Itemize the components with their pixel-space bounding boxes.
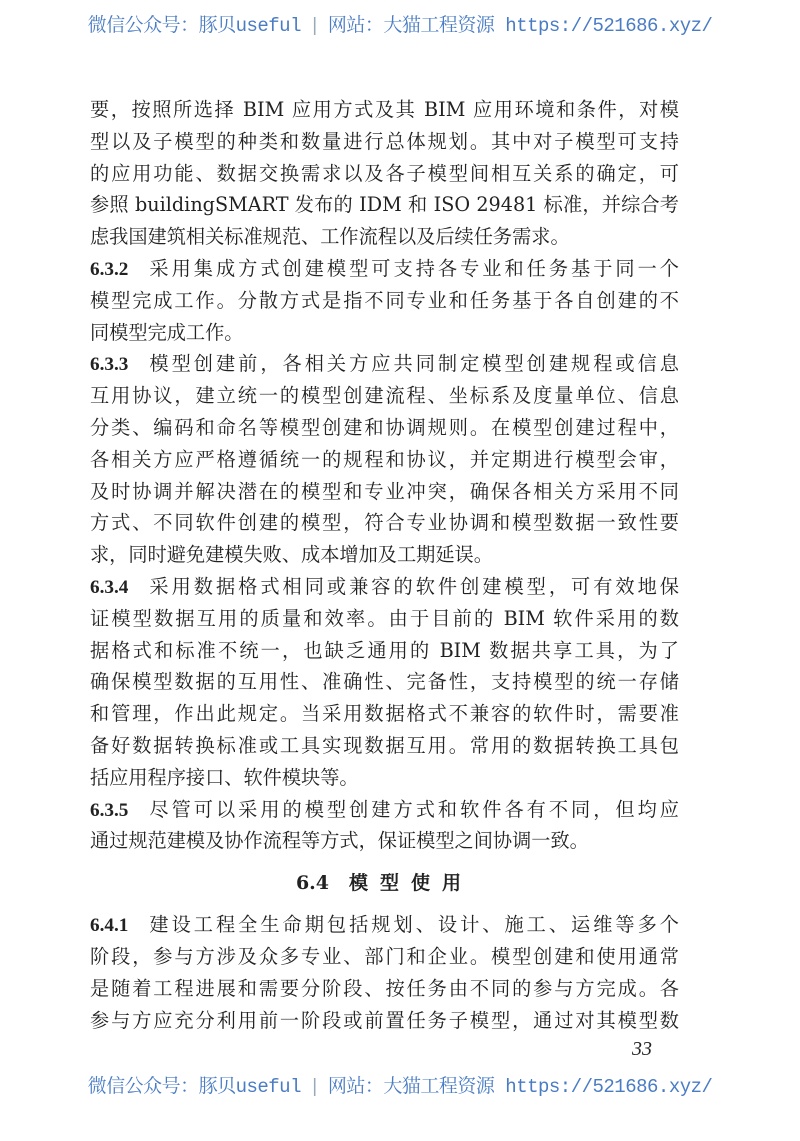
line-text: 备好数据转换标准或工具实现数据互用。常用的数据转换工具包: [90, 733, 679, 757]
text-line: [90, 158, 679, 190]
line-text: 是随着工程进展和需要分阶段、按任务由不同的参与方完成。各: [90, 976, 679, 1000]
clause-number: 6.4.1: [90, 915, 129, 937]
clause-number: 6.3.5: [90, 799, 129, 821]
clause-number: 6.3.2: [90, 258, 129, 280]
text-line: [90, 476, 679, 508]
watermark-header: [0, 10, 800, 37]
text-line: [90, 539, 679, 571]
watermark-separator: |: [308, 1076, 320, 1098]
line-text: 参与方应充分利用前一阶段或前置任务子模型，通过对其模型数: [90, 1008, 679, 1032]
line-text: 及时协调并解决潜在的模型和专业冲突，确保各相关方采用不同: [90, 479, 679, 503]
line-text: 确保模型数据的互用性、准确性、完备性，支持模型的统一存储: [90, 670, 679, 694]
watermark-footer: [0, 1071, 800, 1098]
text-line: [90, 285, 679, 317]
watermark-site: 网站：大猫工程资源 https://521686.xyz/: [327, 1076, 713, 1098]
text-line: [90, 253, 679, 285]
document-body: [90, 94, 679, 1036]
section-title: 模型使用: [349, 872, 474, 895]
text-line: [90, 909, 679, 941]
text-line: [90, 666, 679, 698]
text-line: [90, 444, 679, 476]
line-text: 分类、编码和命名等模型创建和协调规则。在模型创建过程中，: [90, 415, 679, 439]
page-number: 33: [632, 1038, 652, 1060]
text-line: [90, 412, 679, 444]
text-line: [90, 380, 679, 412]
line-text: 互用协议，建立统一的模型创建流程、坐标系及度量单位、信息: [90, 384, 679, 408]
text-line: [90, 941, 679, 973]
line-text: 模型创建前，各相关方应共同制定模型创建规程或信息: [146, 352, 679, 376]
line-text: 采用数据格式相同或兼容的软件创建模型，可有效地保: [146, 574, 679, 598]
text-line: [90, 762, 679, 794]
text-line: [90, 794, 679, 826]
text-line: [90, 603, 679, 635]
watermark-wechat: 微信公众号：豚贝useful: [87, 15, 301, 37]
line-text: 和管理，作出此规定。当采用数据格式不兼容的软件时，需要准: [90, 702, 679, 726]
line-text: 尽管可以采用的模型创建方式和软件各有不同，但均应: [146, 797, 679, 821]
line-text: 参照 buildingSMART 发布的 IDM 和 ISO 29481 标准，并综合考: [90, 193, 679, 217]
clause-number: 6.3.4: [90, 576, 129, 598]
text-line: [90, 221, 679, 253]
text-line: [90, 825, 679, 857]
paragraph: [90, 94, 679, 253]
text-line: [90, 189, 679, 221]
paragraph: [90, 253, 679, 348]
paragraph: [90, 348, 679, 571]
line-text: 虑我国建筑相关标准规范、工作流程以及后续任务需求。: [90, 225, 570, 249]
line-text: 方式、不同软件创建的模型，符合专业协调和模型数据一致性要: [90, 511, 679, 535]
section-number: 6.4: [295, 872, 330, 895]
line-text: 采用集成方式创建模型可支持各专业和任务基于同一个: [146, 256, 679, 280]
paragraph: [90, 794, 679, 858]
text-line: [90, 635, 679, 667]
text-line: [90, 571, 679, 603]
line-text: 据格式和标准不统一，也缺乏通用的 BIM 数据共享工具，为了: [90, 638, 679, 662]
text-line: [90, 317, 679, 349]
text-line: [90, 1005, 679, 1037]
text-line: [90, 348, 679, 380]
text-line: [90, 507, 679, 539]
line-text: 括应用程序接口、软件模块等。: [90, 765, 359, 789]
line-text: 通过规范建模及协作流程等方式，保证模型之间协调一致。: [90, 829, 589, 853]
line-text: 的应用功能、数据交换需求以及各子模型间相互关系的确定，可: [90, 161, 679, 185]
watermark-wechat: 微信公众号：豚贝useful: [87, 1076, 301, 1098]
text-line: [90, 126, 679, 158]
line-text: 要，按照所选择 BIM 应用方式及其 BIM 应用环境和条件，对模: [90, 98, 679, 121]
paragraph: [90, 571, 679, 794]
text-line: [90, 973, 679, 1005]
line-text: 模型完成工作。分散方式是指不同专业和任务基于各自创建的不: [90, 288, 679, 312]
text-line: [90, 94, 679, 126]
line-text: 求，同时避免建模失败、成本增加及工期延误。: [90, 543, 493, 567]
watermark-separator: |: [308, 15, 320, 37]
clause-number: 6.3.3: [90, 354, 129, 376]
line-text: 型以及子模型的种类和数量进行总体规划。其中对子模型可支持: [90, 129, 679, 153]
text-line: [90, 730, 679, 762]
line-text: 证模型数据互用的质量和效率。由于目前的 BIM 软件采用的数: [90, 606, 679, 630]
line-text: 阶段，参与方涉及众多专业、部门和企业。模型创建和使用通常: [90, 944, 679, 968]
line-text: 建设工程全生命期包括规划、设计、施工、运维等多个: [146, 913, 679, 937]
line-text: 同模型完成工作。: [90, 320, 244, 344]
paragraph: [90, 909, 679, 1036]
line-text: 各相关方应严格遵循统一的规程和协议，并定期进行模型会审，: [90, 447, 679, 471]
section-heading: [90, 861, 679, 907]
text-line: [90, 698, 679, 730]
watermark-site: 网站：大猫工程资源 https://521686.xyz/: [327, 15, 713, 37]
